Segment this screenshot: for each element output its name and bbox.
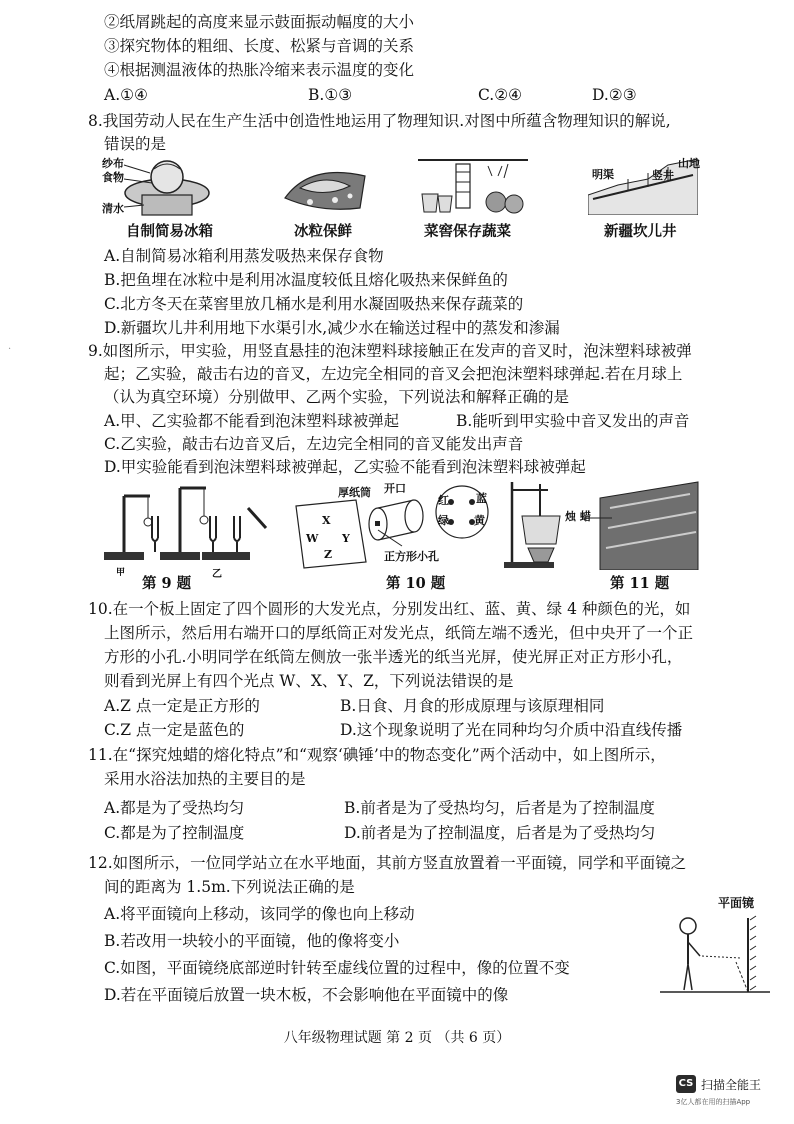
q7-option-a: A.①④: [104, 86, 148, 104]
q11-option-c: C.都是为了控制温度: [104, 824, 245, 842]
fig10-label-lan: 蓝: [476, 492, 487, 505]
q12-option-b: B.若改用一块较小的平面镜，他的像将变小: [104, 932, 400, 950]
mirror-figure: [660, 912, 770, 996]
mirror-label: 平面镜: [718, 896, 755, 910]
fig10-label-open: 开口: [384, 482, 406, 495]
q7-item-3: ③探究物体的粗细、长度、松紧与音调的关系: [104, 37, 415, 55]
fig10-label-z: Z: [324, 548, 333, 561]
ice-fish-figure: [280, 158, 370, 216]
fig10-label-w: W: [306, 532, 319, 545]
margin-mark: ·: [8, 344, 12, 355]
q11-stem-line2: 采用水浴法加热的主要目的是: [104, 770, 306, 788]
fig11-caption: 第 11 题: [610, 575, 670, 592]
q12-option-a: A.将平面镜向上移动，该同学的像也向上移动: [104, 905, 415, 923]
q7-item-2: ②纸屑跳起的高度来显示鼓面振动幅度的大小: [104, 13, 415, 31]
q10-stem-line1: 10.在一个板上固定了四个圆形的大发光点，分别发出红、蓝、黄、绿 4 种颜色的光，如: [88, 600, 691, 618]
cellar-figure: [418, 152, 528, 216]
fig10-label-lv: 绿: [438, 514, 449, 527]
q10-stem-line3: 方形的小孔.小明同学在纸筒左侧放一张半透光的纸当光屏，使光屏正对正方形小孔，: [104, 648, 683, 666]
page-footer: 八年级物理试题 第 2 页 （共 6 页）: [283, 1030, 511, 1046]
q10-option-d: D.这个现象说明了光在同种均匀介质中沿直线传播: [340, 721, 683, 739]
q11-option-a: A.都是为了受热均匀: [104, 799, 245, 817]
karez-label-canal: 明渠: [592, 168, 614, 181]
scanner-tagline: 3亿人都在用的扫描App: [676, 1098, 751, 1106]
q11-option-b: B.前者是为了受热均匀，后者是为了控制温度: [344, 799, 655, 817]
q11-option-d: D.前者是为了控制温度，后者是为了受热均匀: [344, 824, 656, 842]
q9-stem-line3: （认为真空环境）分别做甲、乙两个实验，下列说法和解释正确的是: [104, 388, 570, 406]
q8-option-b: B.把鱼埋在冰粒中是利用冰温度较低且熔化吸热来保鲜鱼的: [104, 271, 508, 289]
tuning-fork-figure: [100, 476, 270, 566]
camscanner-logo-icon: CS: [676, 1075, 696, 1093]
fig9-label-jia: 甲: [116, 568, 126, 578]
q10-stem-line4: 则看到光屏上有四个光点 W、X、Y、Z，下列说法错误的是: [104, 672, 514, 690]
q12-stem-line1: 12.如图所示，一位同学站立在水平地面，其前方竖直放置着一平面镜，同学和平面镜之: [88, 854, 687, 872]
q10-option-c: C.Z 点一定是蓝色的: [104, 721, 245, 739]
caption-fridge: 自制简易冰箱: [126, 223, 213, 240]
caption-cellar: 菜窖保存蔬菜: [424, 223, 511, 240]
q8-stem-line2: 错误的是: [104, 135, 167, 153]
caption-ice: 冰粒保鲜: [294, 223, 352, 240]
q9-option-c: C.乙实验，敲击右边音叉后，左边完全相同的音叉能发出声音: [104, 435, 524, 453]
q9-stem-line1: 9.如图所示，甲实验，用竖直悬挂的泡沫塑料球接触正在发声的音叉时，泡沫塑料球被弹: [88, 342, 692, 360]
q7-option-d: D.②③: [592, 86, 637, 104]
fig11-label-wax: 烛 蜡: [565, 510, 591, 523]
fig10-caption: 第 10 题: [386, 575, 446, 592]
water-bath-figure: [500, 478, 700, 570]
fig10-label-tube: 厚纸筒: [338, 486, 371, 499]
q7-option-c: C.②④: [478, 86, 523, 104]
q11-stem-line1: 11.在“探究烛蜡的熔化特点”和“观察‘碘锤’中的物态变化”两个活动中，如上图所示，: [88, 746, 666, 764]
q7-option-b: B.①③: [308, 86, 353, 104]
q9-option-d: D.甲实验能看到泡沫塑料球被弹起，乙实验不能看到泡沫塑料球被弹起: [104, 458, 586, 476]
fig9-caption: 第 9 题: [142, 575, 192, 592]
q8-stem-line1: 8.我国劳动人民在生产生活中创造性地运用了物理知识.对图中所蕴含物理知识的解说,: [88, 112, 671, 130]
fig9-label-yi: 乙: [212, 569, 222, 580]
fig10-label-x: X: [322, 514, 331, 527]
karez-label-mountain: 山地: [678, 157, 700, 170]
fridge-label-water: 清水: [102, 202, 124, 215]
fridge-label-food: 食物: [102, 171, 124, 184]
q9-stem-line2: 起；乙实验，敲击右边的音叉，左边完全相同的音叉会把泡沫塑料球弹起.若在月球上: [104, 365, 683, 383]
fridge-label-gauze: 纱布: [102, 157, 124, 170]
q12-option-d: D.若在平面镜后放置一块木板，不会影响他在平面镜中的像: [104, 986, 509, 1004]
fig10-label-hong: 红: [438, 494, 449, 507]
q7-item-4: ④根据测温液体的热胀冷缩来表示温度的变化: [104, 61, 415, 79]
fig10-label-hole: 正方形小孔: [384, 550, 439, 563]
caption-karez: 新疆坎儿井: [604, 223, 677, 240]
q9-option-a: A.甲、乙实验都不能看到泡沫塑料球被弹起: [104, 412, 400, 430]
q10-option-a: A.Z 点一定是正方形的: [104, 697, 260, 715]
q8-option-c: C.北方冬天在菜窖里放几桶水是利用水凝固吸热来保存蔬菜的: [104, 295, 524, 313]
fig10-label-y: Y: [342, 532, 350, 545]
q8-option-a: A.自制简易冰箱利用蒸发吸热来保存食物: [104, 247, 384, 265]
scanner-name: 扫描全能王: [701, 1078, 762, 1092]
q10-stem-line2: 上图所示，然后用右端开口的厚纸筒正对发光点，纸筒左端不透光，但中央开了一个正: [104, 624, 694, 642]
karez-label-well: 竖井: [652, 169, 674, 182]
q9-option-b: B.能听到甲实验中音叉发出的声音: [456, 412, 690, 430]
q8-option-d: D.新疆坎儿井利用地下水渠引水,减少水在输送过程中的蒸发和渗漏: [104, 319, 560, 337]
fig10-label-huang: 黄: [474, 514, 485, 527]
q10-option-b: B.日食、月食的形成原理与该原理相同: [340, 697, 605, 715]
q12-option-c: C.如图，平面镜绕底部逆时针转至虚线位置的过程中，像的位置不变: [104, 959, 570, 977]
q12-stem-line2: 间的距离为 1.5m.下列说法正确的是: [104, 878, 355, 896]
